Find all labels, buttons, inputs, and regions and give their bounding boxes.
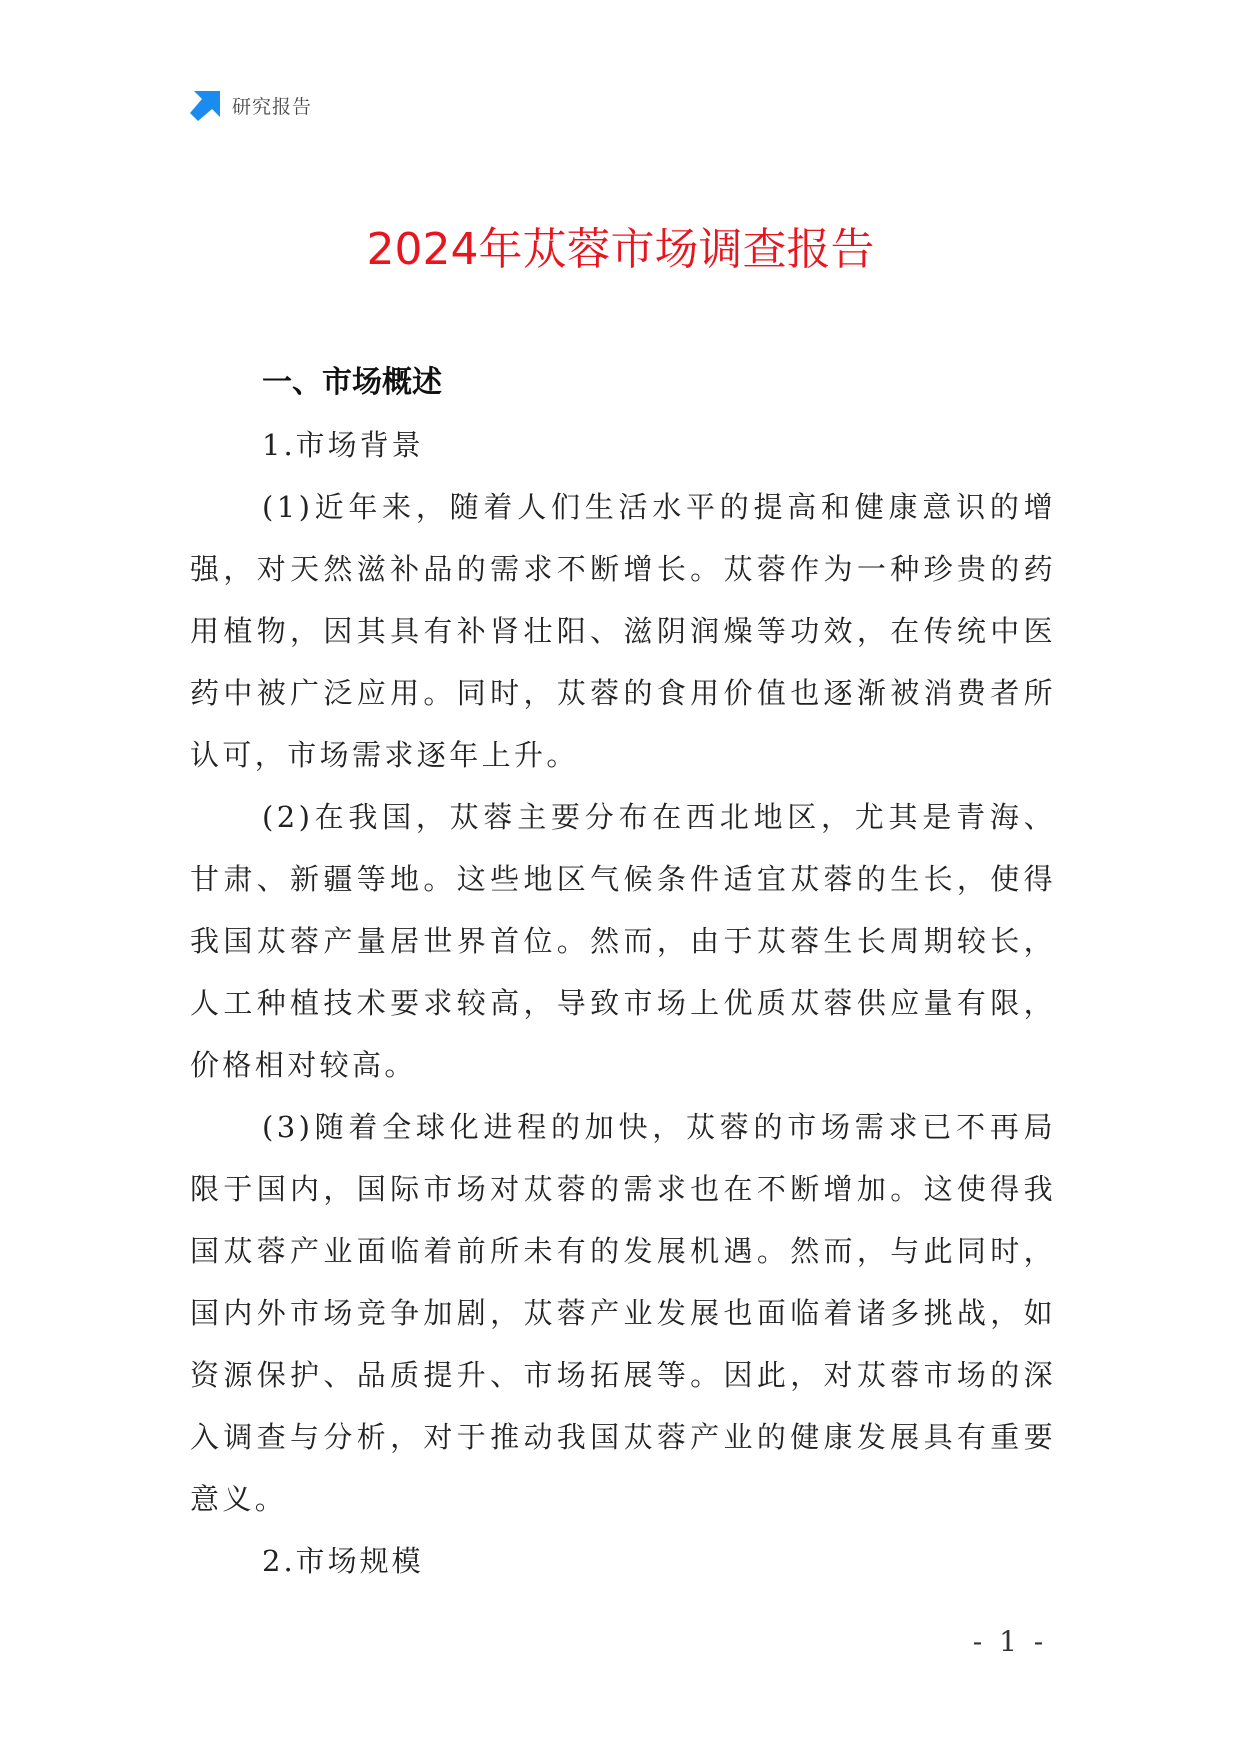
document-title: 2024年苁蓉市场调查报告 xyxy=(366,224,875,275)
subsection-heading-background: 1.市场背景 xyxy=(262,428,424,462)
arrow-up-right-icon xyxy=(190,89,222,121)
document-body xyxy=(190,352,1056,1592)
paragraph-1: (1)近年来，随着人们生活水平的提高和健康意识的增强，对天然滋补品的需求不断增长。苁蓉作为一种珍贵的药用植物，因其具有补肾壮阳、滋阴润燥等功效，在传统中医药中被广泛应用。同时，苁蓉的食用价值也逐渐被消费者所认可，市场需求逐年上升。 xyxy=(190,490,1056,772)
header-label: 研究报告 xyxy=(232,95,313,118)
paragraph-3: (3)随着全球化进程的加快，苁蓉的市场需求已不再局限于国内，国际市场对苁蓉的需求也在不断增加。这使得我国苁蓉产业面临着前所未有的发展机遇。然而，与此同时，国内外市场竞争加剧，苁蓉产业发展也面临着诸多挑战，如资源保护、品质提升、市场拓展等。因此，对苁蓉市场的深入调查与分析，对于推动我国苁蓉产业的健康发展具有重要意义。 xyxy=(190,1110,1056,1516)
page-number: - 1 - xyxy=(972,1625,1048,1658)
paragraph-2: (2)在我国，苁蓉主要分布在西北地区，尤其是青海、甘肃、新疆等地。这些地区气候条件适宜苁蓉的生长，使得我国苁蓉产量居世界首位。然而，由于苁蓉生长周期较长，人工种植技术要求较高，导致市场上优质苁蓉供应量有限，价格相对较高。 xyxy=(190,800,1056,1082)
document-header xyxy=(190,88,312,122)
section-heading: 一、市场概述 xyxy=(262,365,442,400)
subsection-heading-scale: 2.市场规模 xyxy=(262,1544,424,1578)
